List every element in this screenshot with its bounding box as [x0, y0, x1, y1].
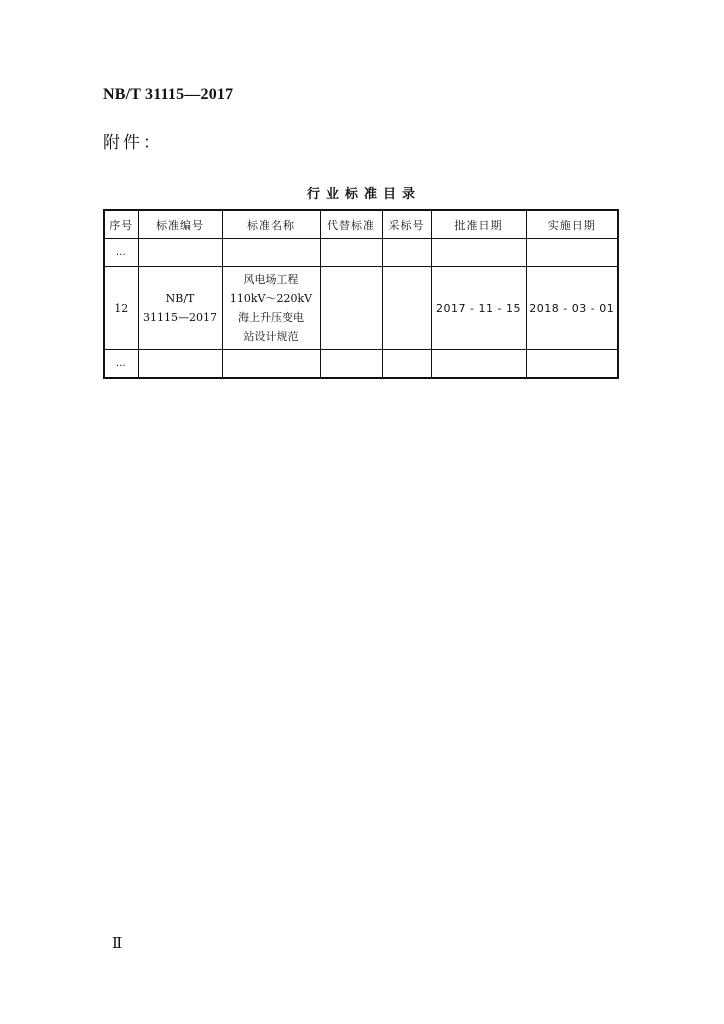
column-header-effective-date: 实施日期: [526, 210, 618, 239]
attachment-label: 附件：: [103, 133, 163, 153]
row-seq: …: [104, 239, 138, 267]
column-header-name: 标准名称: [222, 210, 320, 239]
row-approval-date: 2017 - 11 - 15: [431, 267, 526, 350]
row-replaces: [320, 350, 382, 379]
column-header-adoption: 采标号: [382, 210, 431, 239]
row-code-line: NB/T: [165, 292, 195, 305]
row-approval-date: [431, 350, 526, 379]
row-adoption: [382, 267, 431, 350]
table-row: [104, 267, 618, 350]
row-name-line: 站设计规范: [243, 330, 299, 343]
row-code-line: 31115—2017: [143, 311, 217, 324]
column-header-seq: 序号: [104, 210, 138, 239]
row-adoption: [382, 350, 431, 379]
row-seq: 12: [104, 267, 138, 350]
table-row: [104, 350, 618, 379]
row-seq: …: [104, 350, 138, 379]
row-code: [138, 267, 222, 350]
standard-code: NB/T 31115—2017: [103, 86, 234, 103]
row-name: [222, 350, 320, 379]
row-replaces: [320, 267, 382, 350]
row-code: [138, 350, 222, 379]
row-name-line: 海上升压变电: [238, 311, 304, 324]
column-header-approval-date: 批准日期: [431, 210, 526, 239]
row-name: [222, 239, 320, 267]
catalog-title: 行业标准目录: [306, 187, 421, 202]
row-effective-date: [526, 350, 618, 379]
table-row: [104, 239, 618, 267]
row-effective-date: [526, 239, 618, 267]
row-approval-date: [431, 239, 526, 267]
table-header-row: [104, 210, 618, 239]
column-header-code: 标准编号: [138, 210, 222, 239]
row-name: [222, 267, 320, 350]
column-header-replaces: 代替标准: [320, 210, 382, 239]
row-effective-date: 2018 - 03 - 01: [526, 267, 618, 350]
page-number: Ⅱ: [112, 936, 123, 952]
row-name-line: 110kV～220kV: [229, 292, 313, 305]
row-name-line: 风电场工程: [243, 273, 299, 286]
row-adoption: [382, 239, 431, 267]
row-replaces: [320, 239, 382, 267]
standards-catalog-table: [103, 209, 619, 379]
row-code: [138, 239, 222, 267]
